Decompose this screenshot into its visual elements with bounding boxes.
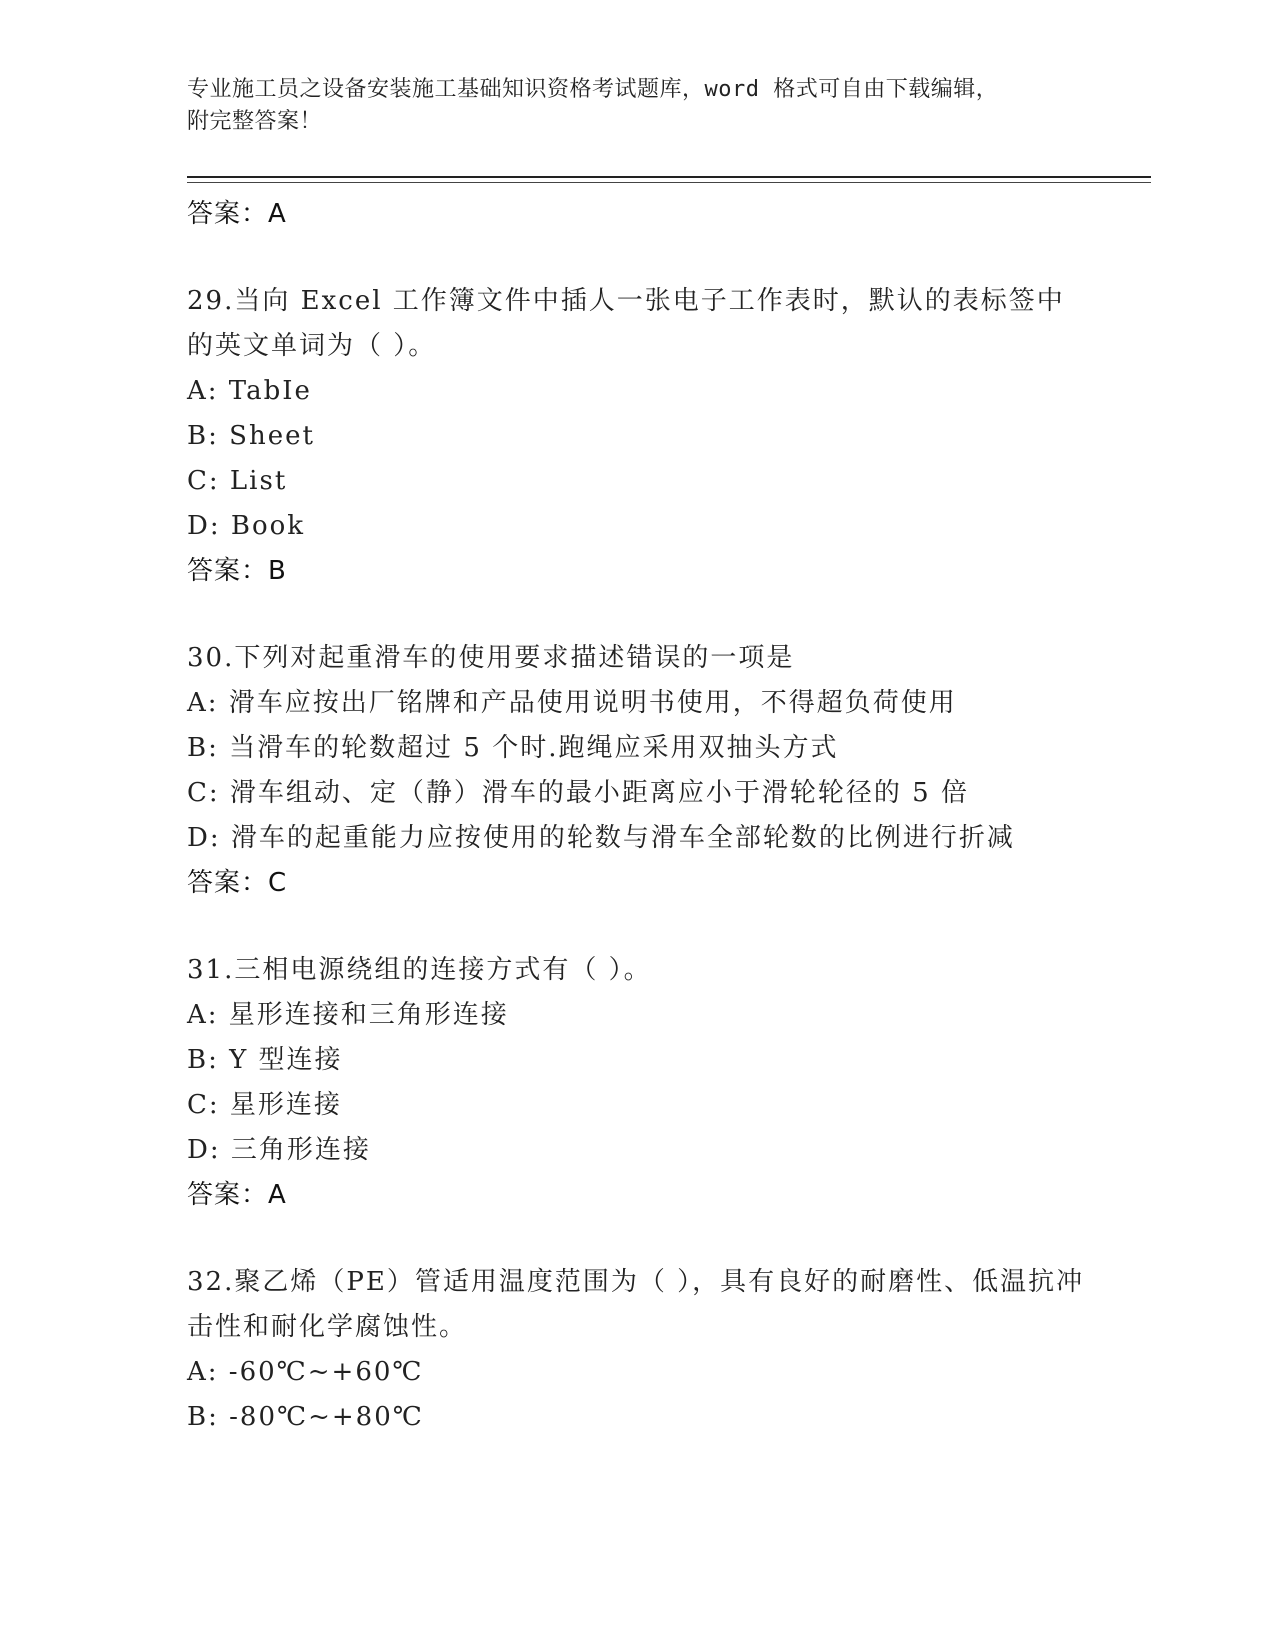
option-a: A: -60℃~+60℃ bbox=[187, 1357, 424, 1387]
option-b: B: 当滑车的轮数超过 5 个时.跑绳应采用双抽头方式 bbox=[187, 733, 839, 763]
question-text: 30.下列对起重滑车的使用要求描述错误的一项是 bbox=[187, 643, 795, 673]
option-b: B: Sheet bbox=[187, 421, 315, 451]
header-line-2: 附完整答案！ bbox=[187, 109, 323, 134]
option-a: A: 滑车应按出厂铭牌和产品使用说明书使用，不得超负荷使用 bbox=[187, 688, 957, 718]
option-b: B: -80℃~+80℃ bbox=[187, 1402, 424, 1432]
question-text: 32.聚乙烯（PE）管适用温度范围为（ ），具有良好的耐磨性、低温抗冲击性和耐化学腐蚀性。 bbox=[187, 1267, 1085, 1342]
spacer bbox=[187, 237, 1087, 279]
option-a: A: 星形连接和三角形连接 bbox=[187, 1000, 509, 1030]
answer-label: 答案：C bbox=[187, 868, 288, 898]
header-rule-thin bbox=[187, 182, 1151, 183]
option-d: D: Book bbox=[187, 511, 306, 541]
header-line-1: 专业施工员之设备安装施工基础知识资格考试题库，word 格式可自由下载编辑， bbox=[187, 77, 999, 102]
option-d: D: 滑车的起重能力应按使用的轮数与滑车全部轮数的比例进行折减 bbox=[187, 823, 1015, 853]
option-c: C: 星形连接 bbox=[187, 1090, 342, 1120]
option-c: C: List bbox=[187, 466, 288, 496]
question-block bbox=[187, 1260, 1087, 1440]
option-b: B: Y 型连接 bbox=[187, 1045, 343, 1075]
question-list bbox=[187, 192, 1087, 1440]
question-text: 31.三相电源绕组的连接方式有（ ）。 bbox=[187, 955, 652, 985]
answer-label: 答案：B bbox=[187, 556, 287, 586]
option-a: A: TabIe bbox=[187, 376, 312, 406]
spacer bbox=[187, 1218, 1087, 1260]
answer-label: 答案：A bbox=[187, 199, 287, 229]
header-rule-thick bbox=[187, 176, 1151, 178]
answer-label: 答案：A bbox=[187, 1180, 287, 1210]
question-block bbox=[187, 279, 1087, 594]
spacer bbox=[187, 906, 1087, 948]
page-header bbox=[187, 74, 1067, 138]
option-d: D: 三角形连接 bbox=[187, 1135, 371, 1165]
question-block bbox=[187, 948, 1087, 1218]
option-c: C: 滑车组动、定（静）滑车的最小距离应小于滑轮轮径的 5 倍 bbox=[187, 778, 969, 808]
question-text: 29.当向 Excel 工作簿文件中插人一张电子工作表时，默认的表标签中的英文单词为（ ）。 bbox=[187, 286, 1065, 361]
question-block bbox=[187, 636, 1087, 906]
spacer bbox=[187, 594, 1087, 636]
